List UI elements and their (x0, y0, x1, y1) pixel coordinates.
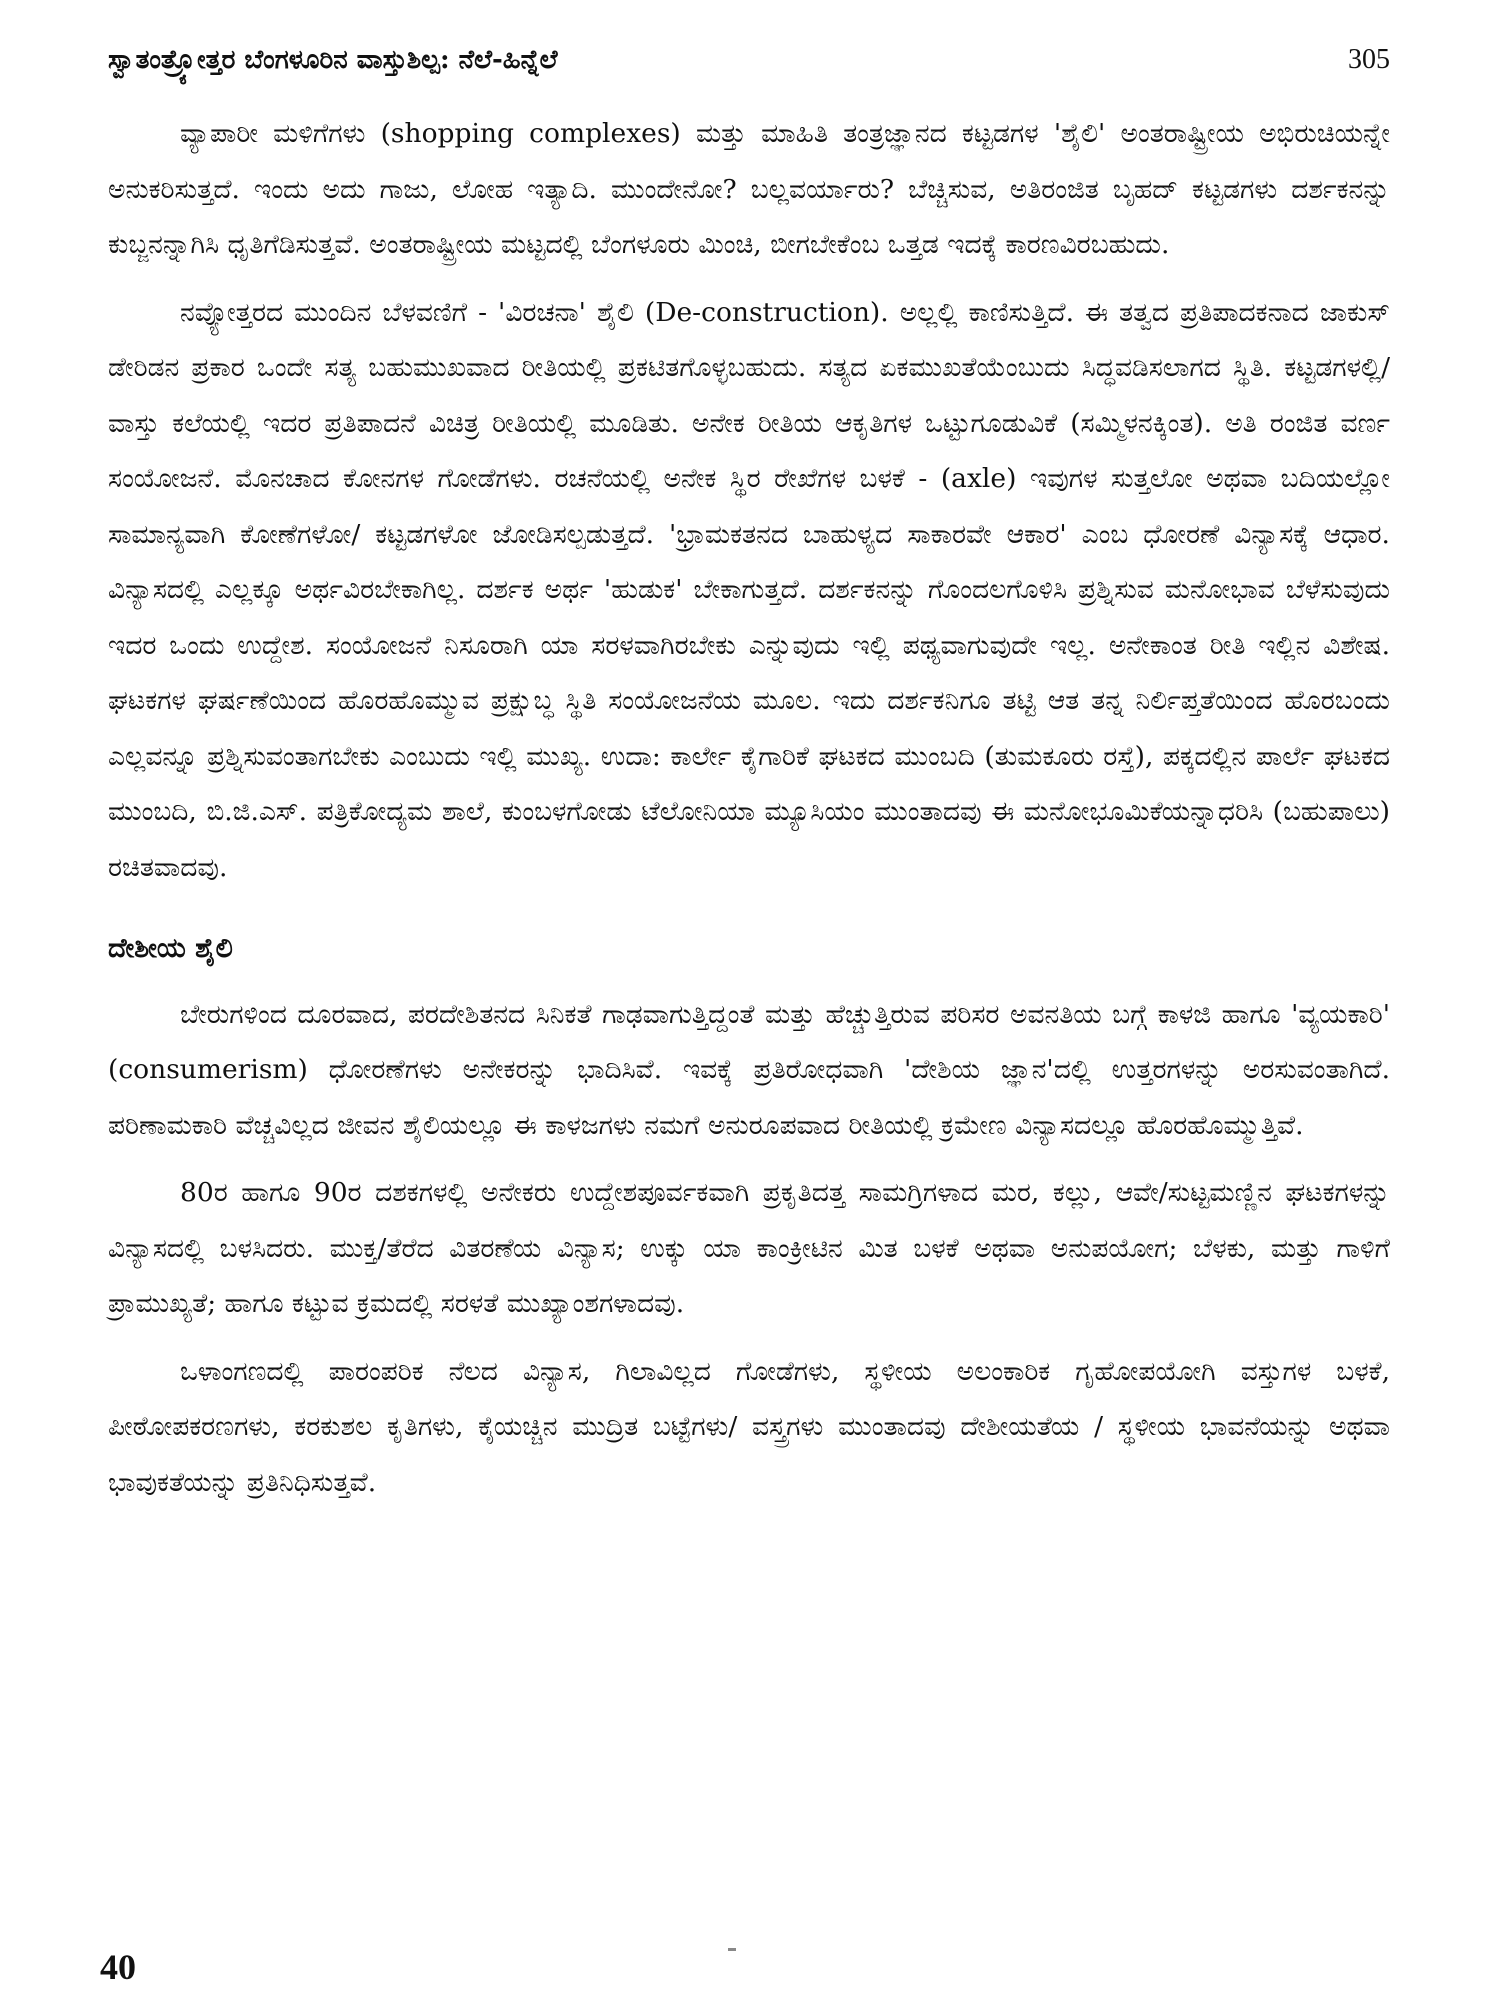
footer-folio: 40 (100, 1947, 136, 1987)
page-number: 305 (1348, 44, 1390, 75)
paragraph-interiors: ಒಳಾಂಗಣದಲ್ಲಿ ಪಾರಂಪರಿಕ ನೆಲದ ವಿನ್ಯಾಸ, ಗಿಲಾವಿಲ್ಲದ ಗೋಡೆಗಳು, ಸ್ಥಳೀಯ ಅಲಂಕಾರಿಕ ಗೃಹೋಪಯೋಗಿ ವಸ್ತುಗಳ ಬಳಕೆ, ಪೀಠೋಪಕರಣಗಳು, ಕರಕುಶಲ ಕೃತಿಗಳು, ಕೈಯಚ್ಚಿನ ಮುದ್ರಿತ ಬಟ್ಟೆಗಳು/ ವಸ್ತ್ರಗಳು ಮುಂತಾದವು ದೇಶೀಯತೆಯ / ಸ್ಥಳೀಯ ಭಾವನೆಯನ್ನು ಅಥವಾ ಭಾವುಕತೆಯನ್ನು ಪ್ರತಿನಿಧಿಸುತ್ತವೆ. (108, 1355, 1390, 1498)
running-header (108, 44, 1390, 76)
print-speck (728, 1948, 736, 1951)
running-title: ಸ್ವಾತಂತ್ರ್ಯೋತ್ತರ ಬೆಂಗಳೂರಿನ ವಾಸ್ತುಶಿಲ್ಪ: ನೆಲೆ-ಹಿನ್ನೆಲೆ (108, 45, 558, 75)
paragraph-eighties-nineties: 80ರ ಹಾಗೂ 90ರ ದಶಕಗಳಲ್ಲಿ ಅನೇಕರು ಉದ್ದೇಶಪೂರ್ವಕವಾಗಿ ಪ್ರಕೃತಿದತ್ತ ಸಾಮಗ್ರಿಗಳಾದ ಮರ, ಕಲ್ಲು, ಆವೇ/ಸುಟ್ಟಮಣ್ಣಿನ ಘಟಕಗಳನ್ನು ವಿನ್ಯಾಸದಲ್ಲಿ ಬಳಸಿದರು. ಮುಕ್ತ/ತೆರೆದ ವಿತರಣೆಯ ವಿನ್ಯಾಸ; ಉಕ್ಕು ಯಾ ಕಾಂಕ್ರೀಟಿನ ಮಿತ ಬಳಕೆ ಅಥವಾ ಅನುಪಯೋಗ; ಬೆಳಕು, ಮತ್ತು ಗಾಳಿಗೆ ಪ್ರಾಮುಖ್ಯತೆ; ಹಾಗೂ ಕಟ್ಟುವ ಕ್ರಮದಲ್ಲಿ ಸರಳತೆ ಮುಖ್ಯಾಂಶಗಳಾದವು. (108, 1177, 1390, 1319)
page-body (108, 106, 1390, 1522)
paragraph-shopping-complexes: ವ್ಯಾಪಾರೀ ಮಳಿಗೆಗಳು (shopping complexes) ಮತ್ತು ಮಾಹಿತಿ ತಂತ್ರಜ್ಞಾನದ ಕಟ್ಟಡಗಳ 'ಶೈಲಿ' ಅಂತರಾಷ್ಟ್ರೀಯ ಅಭಿರುಚಿಯನ್ನೇ ಅನುಕರಿಸುತ್ತದೆ. ಇಂದು ಅದು ಗಾಜು, ಲೋಹ ಇತ್ಯಾದಿ. ಮುಂದೇನೋ? ಬಲ್ಲವರ್ಯಾರು? ಬೆಚ್ಚಿಸುವ, ಅತಿರಂಜಿತ ಬೃಹದ್ ಕಟ್ಟಡಗಳು ದರ್ಶಕನನ್ನು ಕುಬ್ಜನನ್ನಾಗಿಸಿ ಧೃತಿಗೆಡಿಸುತ್ತವೆ. ಅಂತರಾಷ್ಟ್ರೀಯ ಮಟ್ಟದಲ್ಲಿ ಬೆಂಗಳೂರು ಮಿಂಚಿ, ಬೀಗಬೇಕೆಂಬ ಒತ್ತಡ ಇದಕ್ಕೆ ಕಾರಣವಿರಬಹುದು. (108, 118, 1390, 260)
paragraph-deconstruction: ನವ್ಯೋತ್ತರದ ಮುಂದಿನ ಬೆಳವಣಿಗೆ - 'ವಿರಚನಾ' ಶೈಲಿ (De-construction). ಅಲ್ಲಲ್ಲಿ ಕಾಣಿಸುತ್ತಿದೆ. ಈ ತತ್ವದ ಪ್ರತಿಪಾದಕನಾದ ಜಾಕುಸ್ ಡೇರಿಡನ ಪ್ರಕಾರ ಒಂದೇ ಸತ್ಯ ಬಹುಮುಖವಾದ ರೀತಿಯಲ್ಲಿ ಪ್ರಕಟಿತಗೊಳ್ಳಬಹುದು. ಸತ್ಯದ ಏಕಮುಖತೆಯೆಂಬುದು ಸಿದ್ಧವಡಿಸಲಾಗದ ಸ್ಥಿತಿ. ಕಟ್ಟಡಗಳಲ್ಲಿ/ವಾಸ್ತು ಕಲೆಯಲ್ಲಿ ಇದರ ಪ್ರತಿಪಾದನೆ ವಿಚಿತ್ರ ರೀತಿಯಲ್ಲಿ ಮೂಡಿತು. ಅನೇಕ ರೀತಿಯ ಆಕೃತಿಗಳ ಒಟ್ಟುಗೂಡುವಿಕೆ (ಸಮ್ಮಿಳನಕ್ಕಿಂತ). ಅತಿ ರಂಜಿತ ವರ್ಣ ಸಂಯೋಜನೆ. ಮೊನಚಾದ ಕೋನಗಳ ಗೋಡೆಗಳು. ರಚನೆಯಲ್ಲಿ ಅನೇಕ ಸ್ಥಿರ ರೇಖೆಗಳ ಬಳಕೆ - (axle) ಇವುಗಳ ಸುತ್ತಲೋ ಅಥವಾ ಬದಿಯಲ್ಲೋ ಸಾಮಾನ್ಯವಾಗಿ ಕೋಣೆಗಳೋ/ ಕಟ್ಟಡಗಳೋ ಜೋಡಿಸಲ್ಪಡುತ್ತದೆ. 'ಭ್ರಾಮಕತನದ ಬಾಹುಳ್ಯದ ಸಾಕಾರವೇ ಆಕಾರ' ಎಂಬ ಧೋರಣೆ ವಿನ್ಯಾಸಕ್ಕೆ ಆಧಾರ. ವಿನ್ಯಾಸದಲ್ಲಿ ಎಲ್ಲಕ್ಕೂ ಅರ್ಥವಿರಬೇಕಾಗಿಲ್ಲ. ದರ್ಶಕ ಅರ್ಥ 'ಹುಡುಕ' ಬೇಕಾಗುತ್ತದೆ. ದರ್ಶಕನನ್ನು ಗೊಂದಲಗೊಳಿಸಿ ಪ್ರಶ್ನಿಸುವ ಮನೋಭಾವ ಬೆಳೆಸುವುದು ಇದರ ಒಂದು ಉದ್ದೇಶ. ಸಂಯೋಜನೆ ನಿಸೂರಾಗಿ ಯಾ ಸರಳವಾಗಿರಬೇಕು ಎನ್ನುವುದು ಇಲ್ಲಿ ಪಥ್ಯವಾಗುವುದೇ ಇಲ್ಲ. ಅನೇಕಾಂತ ರೀತಿ ಇಲ್ಲಿನ ವಿಶೇಷ. ಘಟಕಗಳ ಘರ್ಷಣೆಯಿಂದ ಹೊರಹೊಮ್ಮುವ ಪ್ರಕ್ಷುಬ್ಧ ಸ್ಥಿತಿ ಸಂಯೋಜನೆಯ ಮೂಲ. ಇದು ದರ್ಶಕನಿಗೂ ತಟ್ಟಿ ಆತ ತನ್ನ ನಿರ್ಲಿಪ್ತತೆಯಿಂದ ಹೊರಬಂದು ಎಲ್ಲವನ್ನೂ ಪ್ರಶ್ನಿಸುವಂತಾಗಬೇಕು ಎಂಬುದು ಇಲ್ಲಿ ಮುಖ್ಯ. ಉದಾ: ಕಾರ್ಲೇ ಕೈಗಾರಿಕೆ ಘಟಕದ ಮುಂಬದಿ (ತುಮಕೂರು ರಸ್ತೆ), ಪಕ್ಕದಲ್ಲಿನ ಪಾರ್ಲೆ ಘಟಕದ ಮುಂಬದಿ, ಬಿ.ಜಿ.ಎಸ್. ಪತ್ರಿಕೋದ್ಯಮ ಶಾಲೆ, ಕುಂಬಳಗೋಡು ಟೆಲೋನಿಯಾ ಮ್ಯೂಸಿಯಂ ಮುಂತಾದವು ಈ ಮನೋಭೂಮಿಕೆಯನ್ನಾಧರಿಸಿ (ಬಹುಪಾಲು) ರಚಿತವಾದವು. (108, 296, 1390, 883)
section-heading: ದೇಶೀಯ ಶೈಲಿ (108, 933, 233, 964)
paragraph-roots: ಬೇರುಗಳಿಂದ ದೂರವಾದ, ಪರದೇಶಿತನದ ಸಿನಿಕತೆ ಗಾಢವಾಗುತ್ತಿದ್ದಂತೆ ಮತ್ತು ಹೆಚ್ಚುತ್ತಿರುವ ಪರಿಸರ ಅವನತಿಯ ಬಗ್ಗೆ ಕಾಳಜಿ ಹಾಗೂ 'ವ್ಯಯಕಾರಿ' (consumerism) ಧೋರಣೆಗಳು ಅನೇಕರನ್ನು ಭಾದಿಸಿವೆ. ಇವಕ್ಕೆ ಪ್ರತಿರೋಧವಾಗಿ 'ದೇಶಿಯ ಜ್ಞಾನ'ದಲ್ಲಿ ಉತ್ತರಗಳನ್ನು ಅರಸುವಂತಾಗಿದೆ. ಪರಿಣಾಮಕಾರಿ ವೆಚ್ಚವಿಲ್ಲದ ಜೀವನ ಶೈಲಿಯಲ್ಲೂ ಈ ಕಾಳಜಗಳು ನಮಗೆ ಅನುರೂಪವಾದ ರೀತಿಯಲ್ಲಿ ಕ್ರಮೇಣ ವಿನ್ಯಾಸದಲ್ಲೂ ಹೊರಹೊಮ್ಮುತ್ತಿವೆ. (108, 998, 1390, 1141)
